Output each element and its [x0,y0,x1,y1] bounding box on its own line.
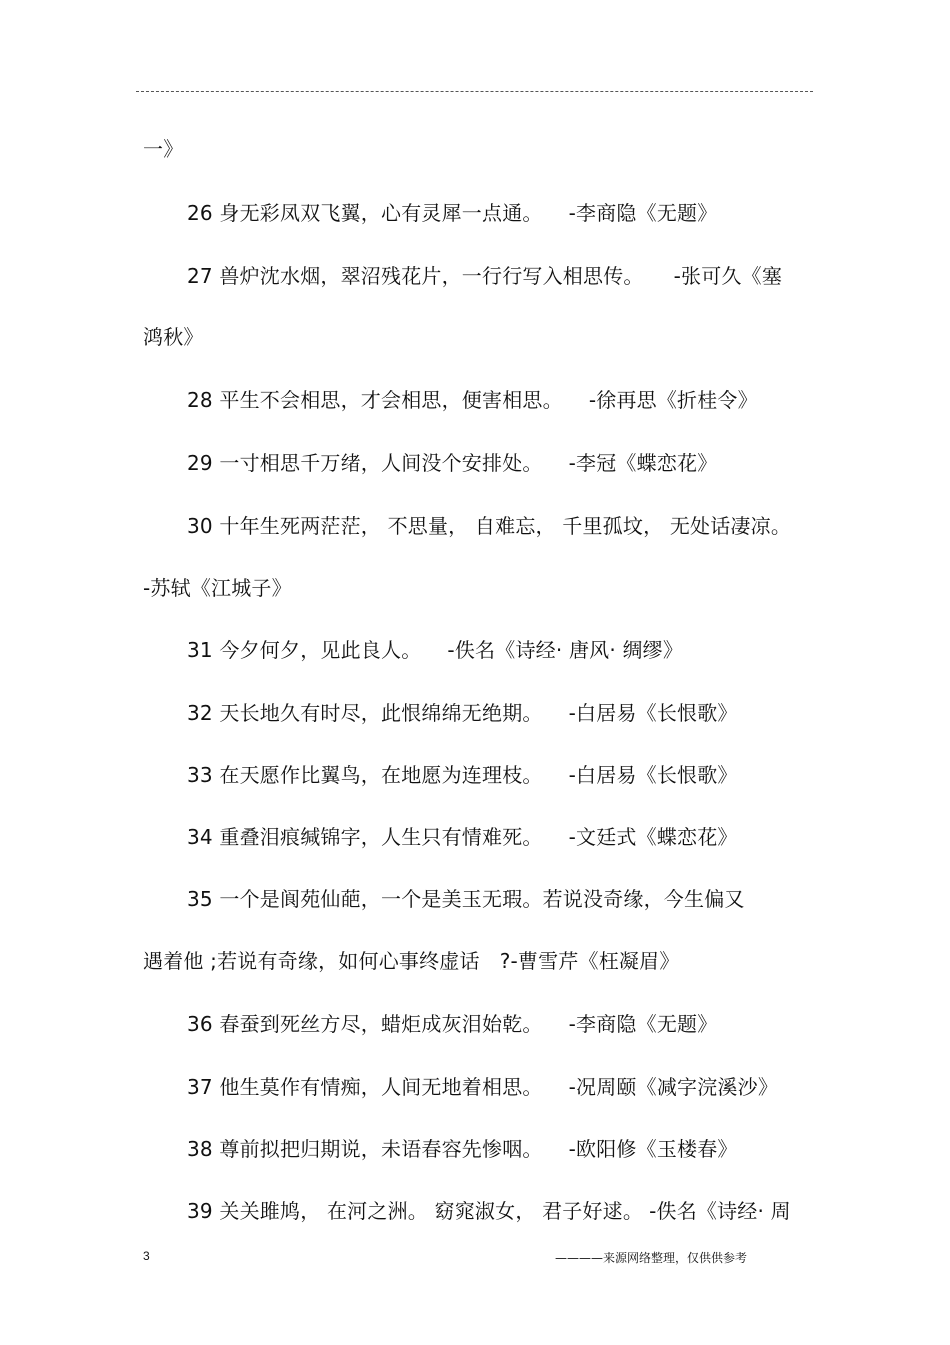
poem-line-39: 39 关关雎鸠， 在河之洲。 窈窕淑女， 君子好逑。 -佚名《诗经· 周 [187,1199,791,1223]
poem-line-32: 32 天长地久有时尽，此恨绵绵无绝期。 -白居易《长恨歌》 [187,701,738,725]
poem-line-33: 33 在天愿作比翼鸟，在地愿为连理枝。 -白居易《长恨歌》 [187,763,738,787]
poem-line-29: 29 一寸相思千万绪，人间没个安排处。 -李冠《蝶恋花》 [187,451,718,475]
page-number: 3 [143,1249,150,1263]
poem-line-35: 35 一个是阆苑仙葩，一个是美玉无瑕。若说没奇缘，今生偏又 [187,887,745,911]
poem-line-28: 28 平生不会相思，才会相思，便害相思。 -徐再思《折桂令》 [187,388,758,412]
poem-line-27: 27 兽炉沈水烟，翠沼残花片，一行行写入相思传。 -张可久《塞 [187,264,783,288]
text-line: 鸿秋》 [143,325,204,349]
poem-line-31: 31 今夕何夕，见此良人。 -佚名《诗经· 唐风· 绸缪》 [187,638,684,662]
poem-line-26: 26 身无彩凤双飞翼，心有灵犀一点通。 -李商隐《无题》 [187,201,718,225]
poem-line-34: 34 重叠泪痕缄锦字，人生只有情难死。 -文廷式《蝶恋花》 [187,825,738,849]
poem-line-38: 38 尊前拟把归期说，未语春容先惨咽。 -欧阳修《玉楼春》 [187,1137,738,1161]
header-rule [136,91,813,92]
poem-line-30: 30 十年生死两茫茫， 不思量， 自难忘， 千里孤坟， 无处话凄凉。 [187,514,792,538]
text-line: -苏轼《江城子》 [143,576,292,600]
text-line: 一》 [143,137,184,161]
text-line: 遇着他 ;若说有奇缘，如何心事终虚话 ?-曹雪芹《枉凝眉》 [143,949,680,973]
footer-note: ————来源网络整理，仅供供参考 [555,1251,748,1265]
poem-line-37: 37 他生莫作有情痴，人间无地着相思。 -况周颐《减字浣溪沙》 [187,1075,779,1099]
poem-line-36: 36 春蚕到死丝方尽，蜡炬成灰泪始乾。 -李商隐《无题》 [187,1012,718,1036]
